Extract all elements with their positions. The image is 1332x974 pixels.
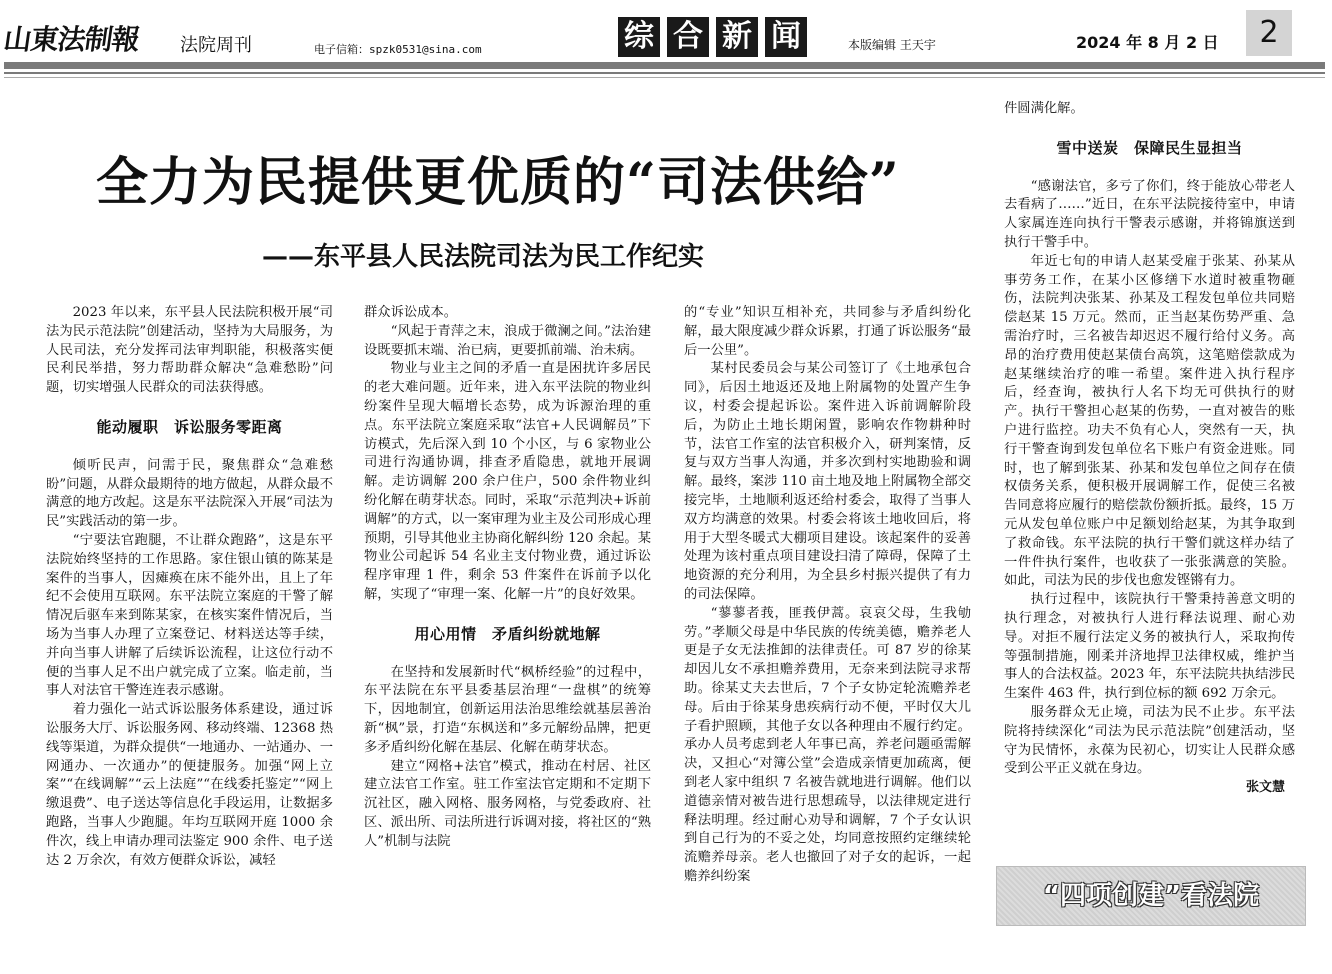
masthead — [0, 0, 1332, 80]
article-paragraph: “蓼蓼者莪，匪莪伊蒿。哀哀父母，生我劬劳。”孝顺父母是中华民族的传统美德，赡养老人更是子女无法推卸的法律责任。可 87 岁的徐某却因儿女不承担赡养费用，无奈来到法院寻求帮助。徐某丈夫去世后，7 个子女协定轮流赡养老母。后由于徐某身患疾病行动不便，平时仅大儿子看护照顾，其他子女以各种理由不履行约定。承办人员考虑到老人年事已高，养老问题亟需解决，又担心“对簿公堂”会造成亲情更加疏离，便到老人家中组织 7 名被告就地进行调解。他们以道德亲情对被告进行思想疏导，以法律规定进行释法明理。经过耐心劝导和调解，7 个子女认识到自己行为的不妥之处，均同意按照约定继续轮流赡养母亲。老人也撤回了对子女的起诉，一起赡养纠纷案 — [684, 605, 971, 884]
section-heading: 用心用情 矛盾纠纷就地解 — [414, 624, 601, 643]
article-paragraph: 年近七旬的申请人赵某受雇于张某、孙某从事劳务工作，在某小区修缮下水道时被重物砸伤，法院判决张某、孙某及工程发包单位共同赔偿赵某 15 万元。然而，正当赵某伤势严重、急需治疗时，三名被告却迟迟不履行给付义务。高昂的治疗费用使赵某债台高筑，这笔赔偿款成为赵某继续治疗的唯一希望。案件进入执行程序后，经查询，被执行人名下均无可供执行的财产。执行干警担心赵某的伤势，一直对被告的账户进行监控。功夫不负有心人，突然有一天，执行干警查询到发包单位名下账户有资金进账。同时，也了解到张某、孙某和发包单位之间存在债权债务关系，便积极开展调解工作，促使三名被告同意将应履行的赔偿款份额折抵。最终，15 万元从发包单位账户中足额划给赵某，为其争取到了救命钱。东平法院的执行干警们就这样办结了一件件执行案件，也收获了一张张满意的笑脸。如此，司法为民的步伐也愈发铿锵有力。 — [1004, 253, 1295, 589]
article-paragraph: 倾听民声，问需于民，聚焦群众“急难愁盼”问题，从群众最期待的地方做起，从群众最不满意的地方改起。这是东平法院深入开展“司法为民”实践活动的第一步。 — [46, 457, 333, 530]
article-paragraph: 在坚持和发展新时代“枫桥经验”的过程中，东平法院在东平县委基层治理“一盘棋”的统筹下，因地制宜，创新运用法治思维绘就基层善治新“枫”景，打造“东枫送和”多元解纷品牌，把更多矛盾纠纷化解在基层、化解在萌芽状态。 — [364, 664, 651, 755]
email-address[interactable]: spzk0531@sina.com — [369, 43, 482, 56]
article-paragraph: 某村民委员会与某公司签订了《土地承包合同》，后因土地返还及地上附属物的处置产生争议，村委会提起诉讼。案件进入诉前调解阶段后，为防止土地长期闲置，影响农作物耕种时节，法官工作室的法官积极介入，研判案情，反复与双方当事人沟通，并多次到村实地勘验和调解。最终，案涉 110 亩土地及地上附属物全部交接完毕，土地顺利返还给村委会，取得了当事人双方均满意的效果。村委会将该土地收回后，将用于大型冬暖式大棚项目建设。该起案件的妥善处理为该村重点项目建设扫清了障碍，保障了土地资源的充分利用，为全县乡村振兴提供了有力的司法保障。 — [684, 361, 971, 602]
article-paragraph: 的“专业”知识互相补充，共同参与矛盾纠纷化解，最大限度减少群众诉累，打通了诉讼服务“最后一公里”。 — [684, 305, 971, 358]
section-heading: 雪中送炭 保障民生显担当 — [1056, 138, 1243, 157]
article-headline: 全力为民提供更优质的“司法供给” — [96, 152, 900, 213]
article-column-3 — [684, 304, 971, 924]
article-author: 张文慧 — [1245, 780, 1285, 796]
section-title-char: 闻 — [765, 17, 807, 57]
series-banner-text: “四项创建”看法院 — [1042, 881, 1260, 911]
article-column-2 — [364, 304, 651, 924]
email-label: 电子信箱： — [314, 43, 369, 56]
article-subheadline: ——东平县人民法院司法为民工作纪实 — [262, 242, 705, 272]
section-heading: 能动履职 诉讼服务零距离 — [96, 417, 283, 436]
series-banner — [996, 866, 1306, 926]
page-section-title — [618, 17, 807, 57]
page-editor: 本版编辑 王天宇 — [848, 38, 936, 52]
article-paragraph: 2023 年以来，东平县人民法院积极开展“司法为民示范法院”创建活动，坚持为大局服务，为人民司法，充分发挥司法审判职能，积极落实便民利民举措，努力帮助群众解决“急难愁盼”问题，切实增强人民群众的司法获得感。 — [46, 305, 333, 396]
section-title-char: 综 — [618, 17, 660, 57]
article-paragraph: “感谢法官，多亏了你们，终于能放心带老人去看病了……”近日，在东平法院接待室中，申请人家属连连向执行干警表示感谢，并将锦旗送到执行干警手中。 — [1004, 178, 1295, 250]
email-line — [314, 41, 482, 57]
section-title-char: 新 — [716, 17, 758, 57]
section-name: 法院周刊 — [180, 35, 252, 56]
masthead-rule — [4, 62, 1325, 69]
article-column-4 — [1004, 100, 1295, 860]
article-paragraph: “风起于青萍之末，浪成于微澜之间。”法治建设既要抓末端、治已病，更要抓前端、治未病。 — [364, 323, 651, 358]
masthead-rule — [4, 72, 1325, 74]
article-column-1 — [46, 304, 333, 924]
article-paragraph: 着力强化一站式诉讼服务体系建设，通过诉讼服务大厅、诉讼服务网、移动终端、12368 热线等渠道，为群众提供“一地通办、一站通办、一网通办、一次通办”的便捷服务。加强“网上立案”“在线调解”“云上法庭”“在线委托鉴定”“网上缴退费”、电子送达等信息化手段运用，让数据多跑路，当事人少跑腿。年均互联网开庭 1000 余件次，线上申请办理司法鉴定 900 余件、电子送达 2 万余次，有效方便群众诉讼，减轻 — [46, 702, 333, 868]
article-paragraph: 物业与业主之间的矛盾一直是困扰许多居民的老大难问题。近年来，进入东平法院的物业纠纷案件呈现大幅增长态势，成为诉源治理的重点。东平法院立案庭采取“法官+人民调解员”下访模式，先后深入到 10 个小区，与 6 家物业公司进行沟通协调，排查矛盾隐患，就地开展调解。走访调解 200 余户住户，500 余件物业纠纷化解在萌芽状态。同时，采取“示范判决+诉前调解”的方式，以一案审理为业主及公司形成心理预期，引导其他业主协商化解纠纷 120 余起。某物业公司起诉 54 名业主支付物业费，通过诉讼程序审理 1 件，剩余 53 件案件在诉前予以化解，实现了“审理一案、化解一片”的良好效果。 — [364, 361, 651, 602]
article-paragraph: 服务群众无止境，司法为民不止步。东平法院将持续深化“司法为民示范法院”创建活动，坚守为民情怀，永葆为民初心，切实让人民群众感受到公平正义就在身边。 — [1004, 704, 1295, 777]
masthead-rule — [4, 77, 1325, 78]
section-title-char: 合 — [667, 17, 709, 57]
article-paragraph: 执行过程中，该院执行干警秉持善意文明的执行理念，对被执行人进行释法说理、耐心劝导。对拒不履行法定义务的被执行人，采取拘传等强制措施，刚柔并济地捍卫法律权威，维护当事人的合法权益。2023 年，东平法院共执结涉民生案件 463 件，执行到位标的额 692 万余元。 — [1004, 592, 1295, 702]
article-paragraph: 群众诉讼成本。 — [364, 305, 458, 320]
newspaper-logo: 山東法制報 — [1, 23, 142, 56]
article-paragraph: “宁要法官跑腿，不让群众跑路”，这是东平法院始终坚持的工作思路。家住银山镇的陈某是案件的当事人，因瘫痪在床不能外出，且上了年纪不会使用互联网。东平法院立案庭的干警了解情况后驱车来到陈某家，在核实案件情况后，当场为当事人办理了立案登记、材料送达等手续，并向当事人讲解了后续诉讼流程，让这位行动不便的当事人足不出户就完成了立案。临走前，当事人对法官干警连连表示感谢。 — [46, 532, 333, 699]
article-paragraph: 件圆满化解。 — [1004, 101, 1084, 116]
publication-date: 2024 年 8 月 2 日 — [1076, 33, 1219, 52]
article-paragraph: 建立“网格+法官”模式，推动在村居、社区建立法官工作室。驻工作室法官定期和不定期下沉社区，融入网格、服务网格，与党委政府、社区、派出所、司法所进行诉调对接，将社区的“熟人”机制与法院 — [364, 758, 651, 849]
page-number: 2 — [1246, 10, 1292, 56]
